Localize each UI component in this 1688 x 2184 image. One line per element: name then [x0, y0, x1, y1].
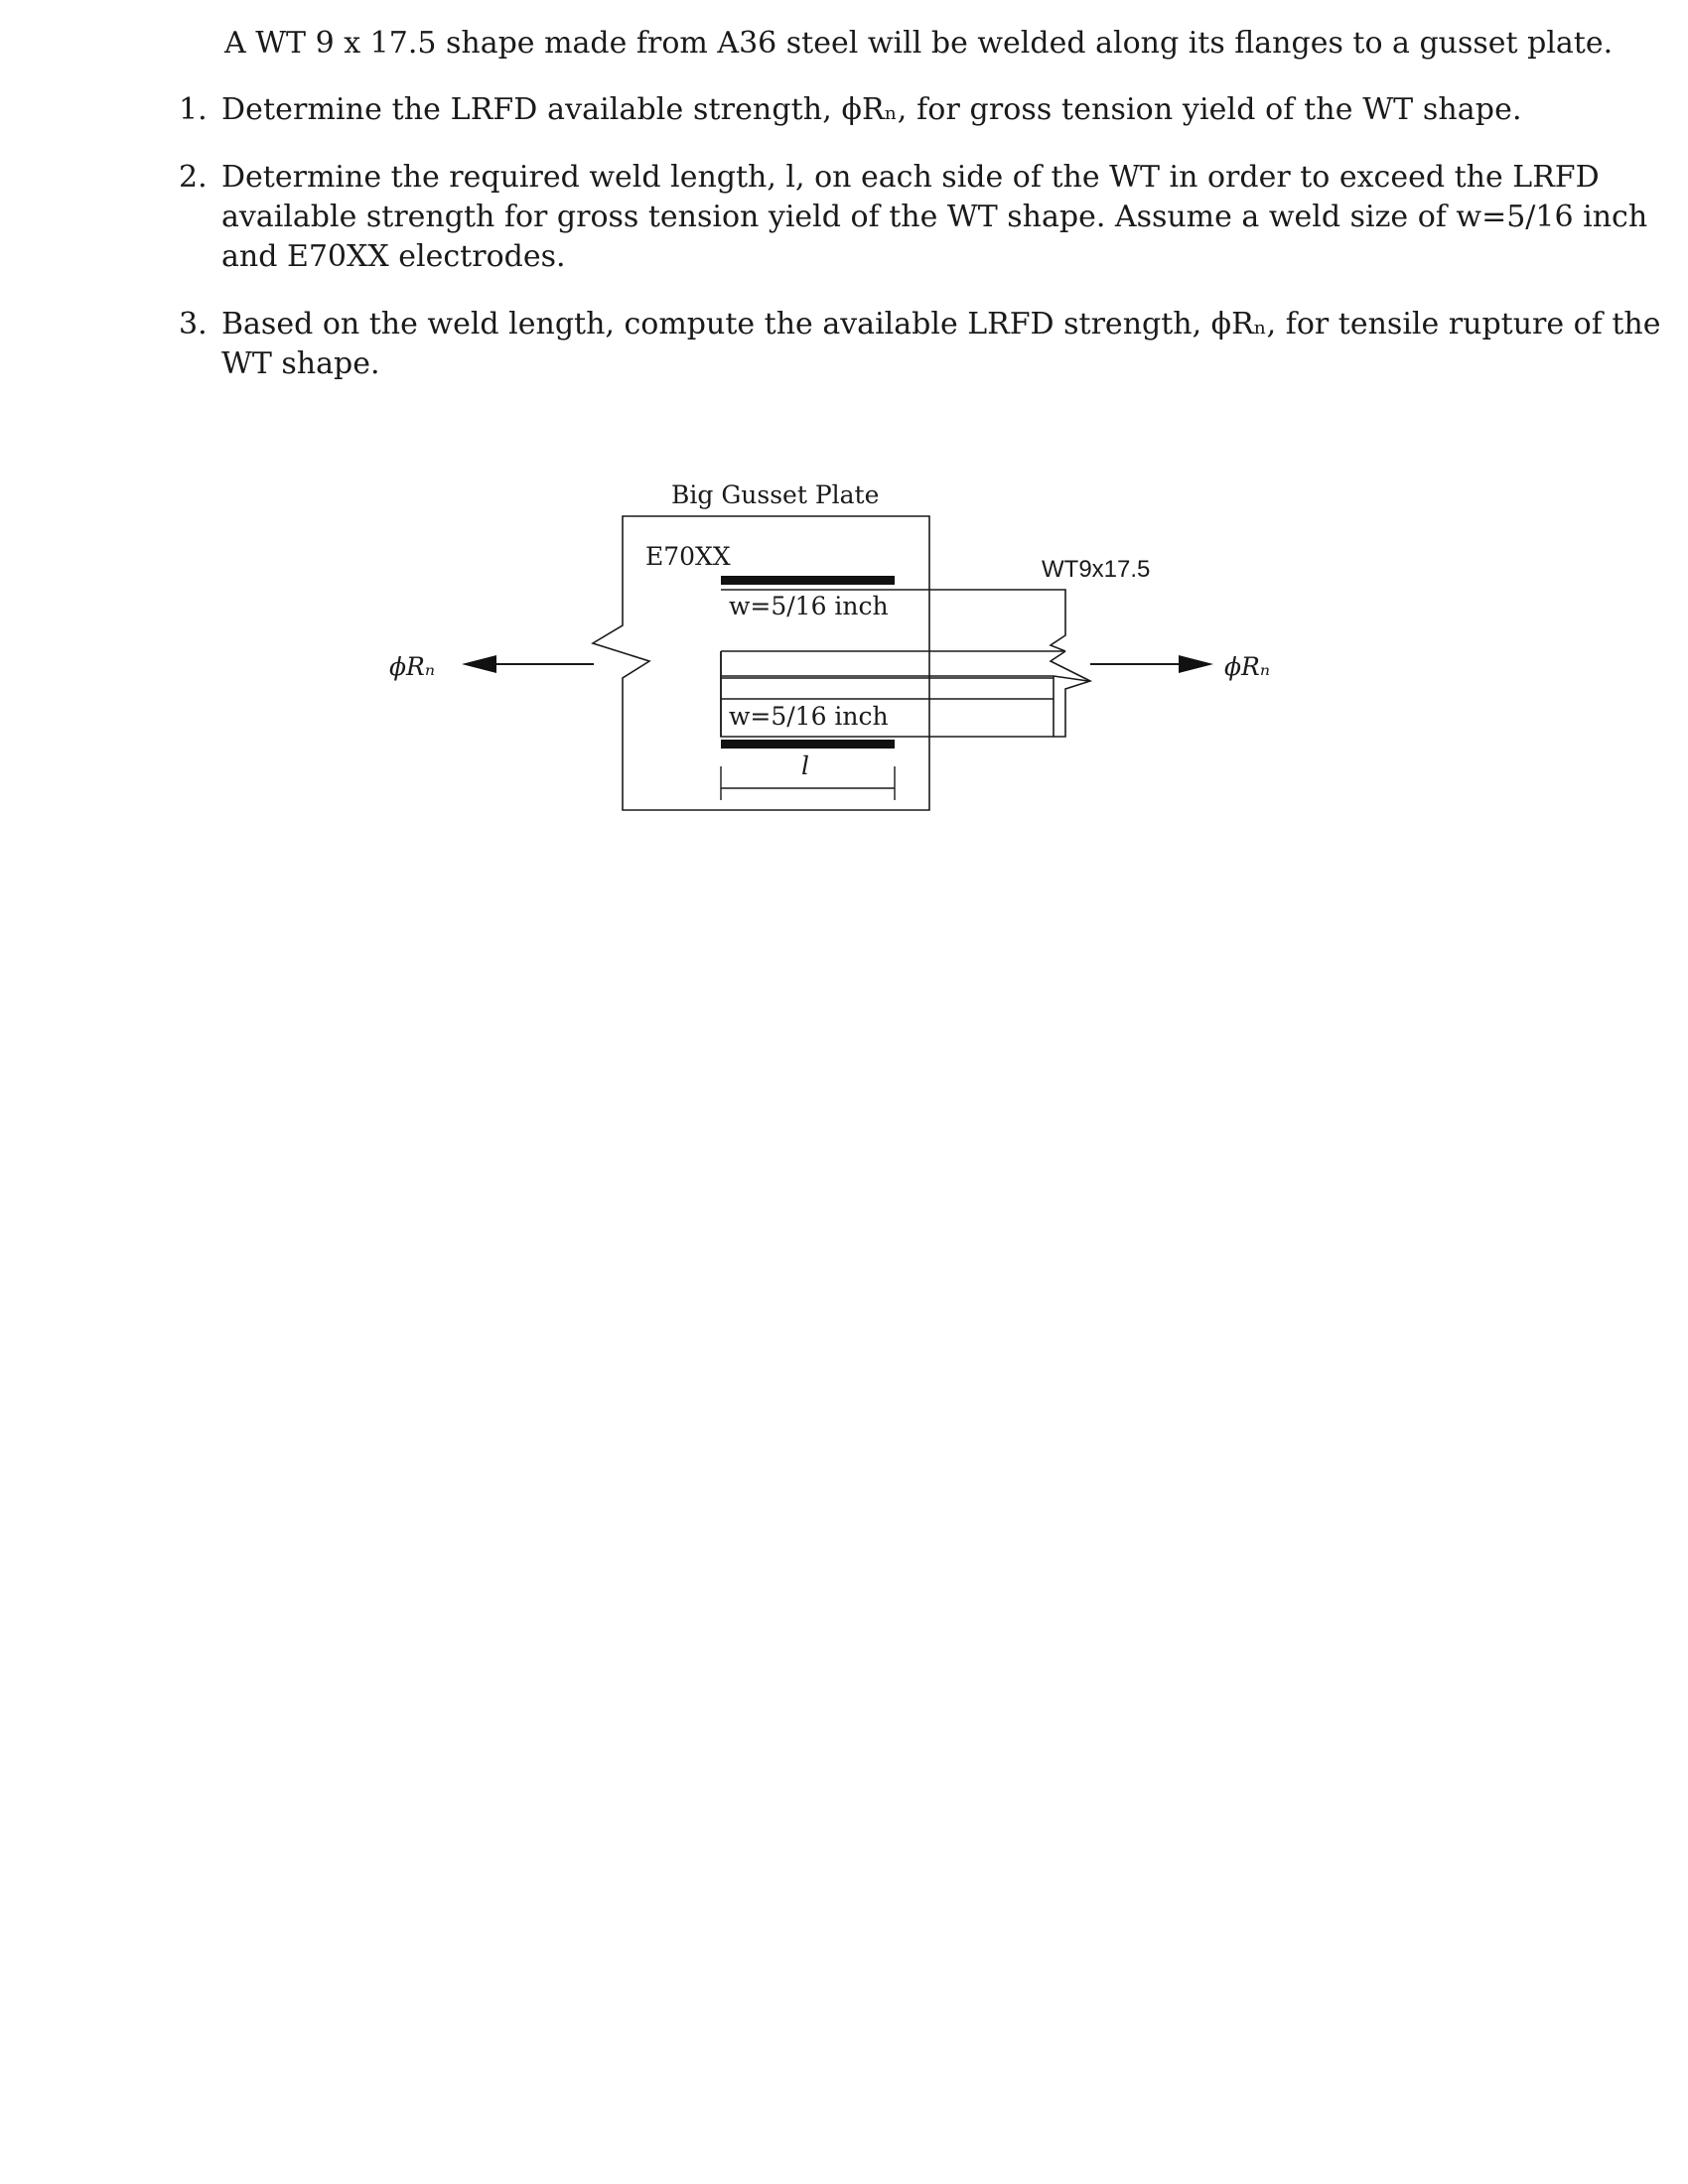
weld-bottom — [721, 740, 895, 749]
plate-label: Big Gusset Plate — [671, 480, 880, 509]
weld-top-label: w=5/16 inch — [729, 592, 889, 620]
problem-number: 1. — [179, 92, 208, 127]
problem-line: Determine the LRFD available strength, ϕRₙ, for gross tension yield of the WT shape. — [221, 92, 1522, 127]
shape-label: WT9x17.5 — [1042, 556, 1151, 583]
weld-top — [721, 576, 895, 585]
electrode-label: E70XX — [645, 542, 731, 571]
force-left-label: ϕRₙ — [389, 652, 435, 681]
force-arrow-left-head — [462, 655, 496, 673]
problem-line: Determine the required weld length, l, on each side of the WT in order to exceed the LRFD — [221, 160, 1600, 195]
intro-paragraph: A WT 9 x 17.5 shape made from A36 steel will be welded along its flanges to a gusset plate. — [224, 26, 1614, 61]
force-right-label: ϕRₙ — [1224, 652, 1270, 681]
problem-line: available strength for gross tension yield of the WT shape. Assume a weld size of w=5/16 inch — [221, 200, 1648, 234]
force-arrow-right-head — [1179, 655, 1213, 673]
problem-number: 2. — [179, 160, 208, 195]
gusset-plate-outline — [593, 516, 929, 810]
problem-line: Based on the weld length, compute the available LRFD strength, ϕRₙ, for tensile rupture of the — [221, 307, 1661, 341]
problem-number: 3. — [179, 307, 208, 341]
problem-line: and E70XX electrodes. — [221, 239, 566, 274]
length-label: l — [801, 751, 809, 780]
weld-connection-diagram — [0, 0, 1688, 893]
weld-bottom-label: w=5/16 inch — [729, 702, 889, 731]
problem-line: WT shape. — [221, 346, 380, 381]
